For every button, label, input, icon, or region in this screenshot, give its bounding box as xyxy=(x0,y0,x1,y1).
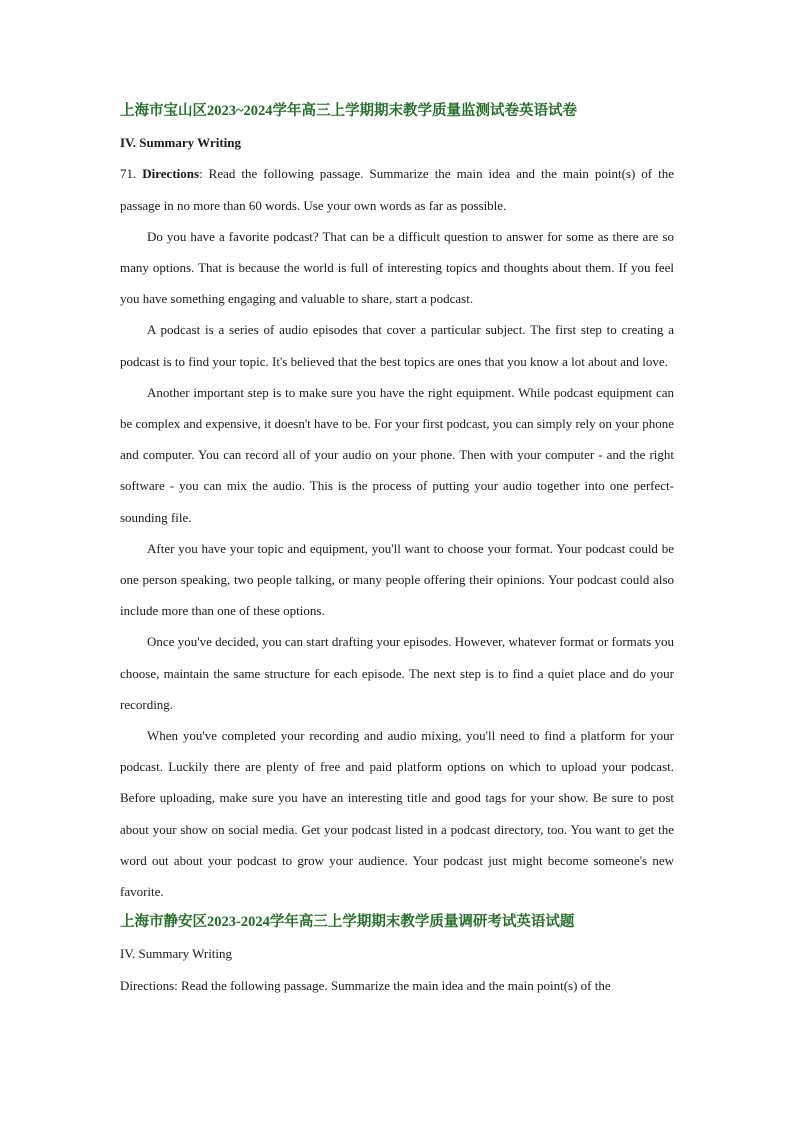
passage-paragraph-4: After you have your topic and equipment, you'll want to choose your format. Your podcast could be one person speaking, two people talking, or many people offering their opinions. Your podcast could also include more than one of these options. xyxy=(120,540,674,619)
section1-title: 上海市宝山区2023~2024学年高三上学期期末教学质量监测试卷英语试卷 xyxy=(120,103,578,119)
section1-heading: IV. Summary Writing xyxy=(120,135,241,151)
section1-directions xyxy=(120,158,674,220)
directions-label: Directions xyxy=(142,166,200,182)
section2-heading: IV. Summary Writing xyxy=(120,946,233,962)
section2-title: 上海市静安区2023-2024学年高三上学期期末教学质量调研考试英语试题 xyxy=(120,914,575,931)
passage-paragraph-2: A podcast is a series of audio episodes that cover a particular subject. The first step to creating a podcast is to find your topic. It's believed that the best topics are ones that you know a lot about and love. xyxy=(120,322,674,369)
passage-paragraph-3: Another important step is to make sure you have the right equipment. While podcast equipment can be complex and expensive, it doesn't have to be. For your first podcast, you can simply rely on your phone and computer. You can record all of your audio on your phone. Then with your computer - and the right software - you can mix the audio. This is the process of putting your audio together into one perfect-sounding file. xyxy=(120,384,674,525)
question-number: 71. xyxy=(120,166,137,182)
passage-paragraph-6: When you've completed your recording and audio mixing, you'll need to find a platform for your podcast. Luckily there are plenty of free and paid platform options on which to upload your podcast. Before uploading, make sure you have an interesting title and good tags for your show. Be sure to post about your show on social media. Get your podcast listed in a podcast directory, too. You want to get the word out about your podcast to grow your audience. Your podcast just might become someone's new favorite. xyxy=(120,728,674,900)
passage-paragraph-1: Do you have a favorite podcast? That can be a difficult question to answer for some as there are so many options. That is because the world is full of interesting topics and thoughts about them. If you feel you have something engaging and valuable to share, start a podcast. xyxy=(120,228,674,307)
passage-paragraph-5: Once you've decided, you can start drafting your episodes. However, whatever format or formats you choose, maintain the same structure for each episode. The next step is to find a quiet place and do your recording. xyxy=(120,634,674,712)
section2-directions: Directions: Read the following passage. Summarize the main idea and the main point(s) of the xyxy=(120,977,611,993)
document-page xyxy=(120,96,674,1001)
directions-text: : Read the following passage. Summarize the main idea and the main point(s) of the passage in no more than 60 words. Use your own words as far as possible. xyxy=(120,166,674,213)
